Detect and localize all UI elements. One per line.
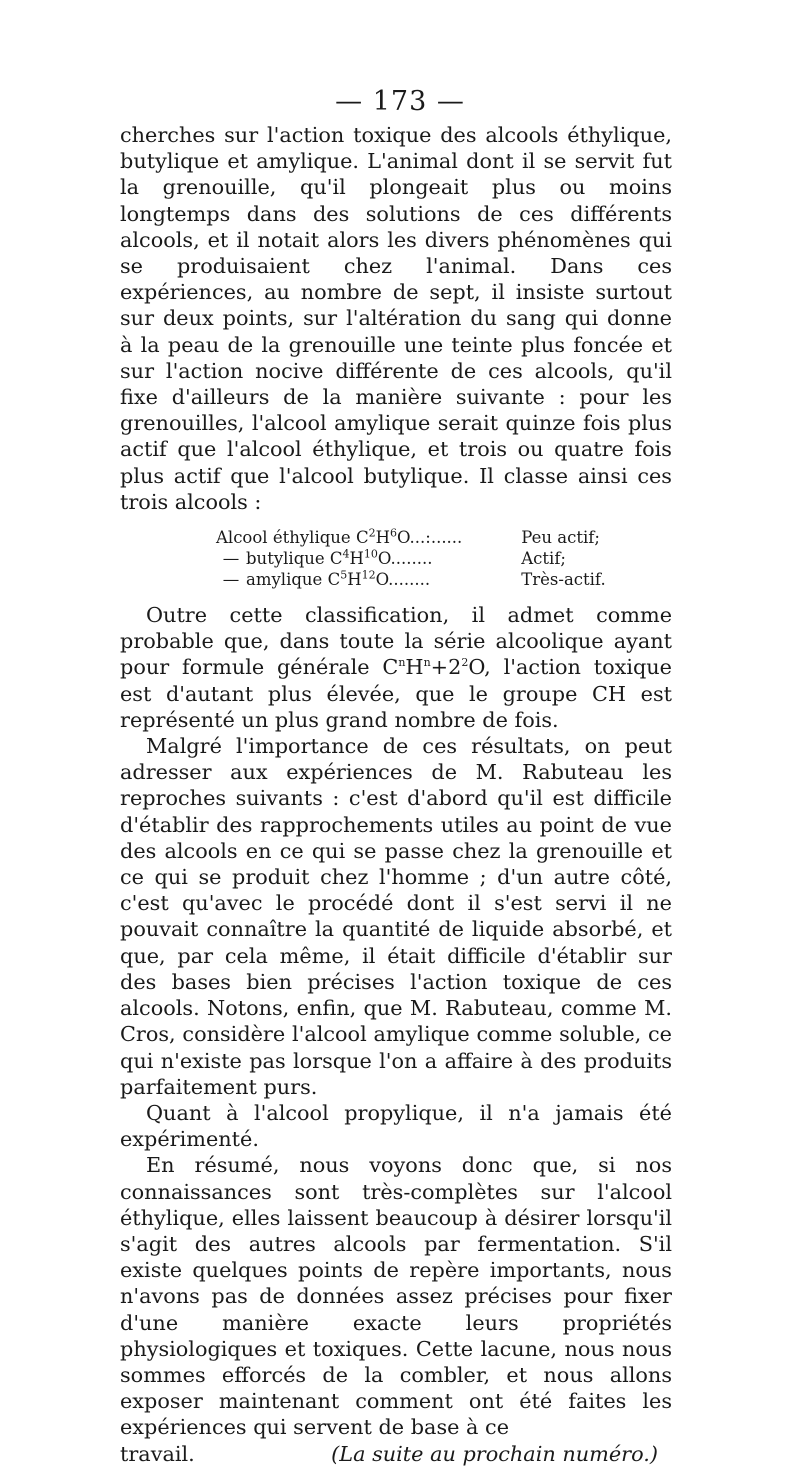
effect-label: Actif; [521, 549, 566, 569]
paragraph-4: Quant à l'alcool propylique, il n'a jamais été expérimenté. [120, 1100, 672, 1152]
paragraph-2: Outre cette classification, il admet comme probable que, dans toute la série alcoolique ayant pour formule générale $C^nH^n+2^2O$, l'action toxique est d'autant plus élevée, que le groupe CH est représenté un plus grand nombre de fois. [120, 603, 672, 732]
last-word: travail. [120, 1441, 195, 1466]
body-text [120, 122, 672, 1467]
classification-row-amylique: — amylique $C^5H^{12}O$........ Très-actif. [222, 568, 606, 590]
effect-label: Peu actif; [521, 528, 600, 548]
classification-row-ethylique: Alcool éthylique $C^2H^6O$...:...... Peu actif; [216, 526, 600, 548]
classification-row-butylique: — butylique $C^4H^{10}O$........ Actif; [222, 547, 566, 569]
paragraph-5: En résumé, nous voyons donc que, si nos connaissances sont très-complètes sur l'alcool éthylique, elles laissent beaucoup à désirer lorsqu'il s'agit des autres alcools par fermentation. S'il existe quelques points de repère importants, nous n'avons pas de données assez précises pour fixer d'une manière exacte leurs propriétés physiologiques et toxiques. Cette lacune, nous nous sommes efforcés de la combler, et nous allons exposer maintenant comment ont été faites les expériences qui servent de base à ce [120, 1153, 672, 1440]
page-number: — 173 — [335, 86, 465, 117]
closing-line [120, 1441, 672, 1467]
paragraph-3: Malgré l'importance de ces résultats, on peut adresser aux expériences de M. Rabuteau les reproches suivants : c'est d'abord qu'il est difficile d'établir des rapprochements utiles au point de vue des alcools en ce qui se passe chez la grenouille et ce qui se produit chez l'homme ; d'un autre côté, c'est qu'avec le procédé dont il s'est servi il ne pouvait connaître la quantité de liquide absorbé, et que, par cela même, il était difficile d'établir sur des bases bien précises l'action toxique de ces alcools. Notons, enfin, que M. Rabuteau, comme M. Cros, considère l'alcool amylique comme soluble, ce qui n'existe pas lorsque l'on a affaire à des produits parfaitement purs. [120, 734, 672, 1099]
continuation-note: (La suite au prochain numéro.) [331, 1441, 658, 1466]
paragraph-1: cherches sur l'action toxique des alcools éthylique, butylique et amylique. L'animal dont il se servit fut la grenouille, qu'il plongeait plus ou moins longtemps dans des solutions de ces différents alcools, et il notait alors les divers phénomènes qui se produisaient chez l'animal. Dans ces expériences, au nombre de sept, il insiste surtout sur deux points, sur l'altération du sang qui donne à la peau de la grenouille une teinte plus foncée et sur l'action nocive différente de ces alcools, qu'il fixe d'ailleurs de la manière suivante : pour les grenouilles, l'alcool amylique serait quinze fois plus actif que l'alcool éthylique, et trois ou quatre fois plus actif que l'alcool butylique. Il classe ainsi ces trois alcools : [120, 123, 672, 514]
effect-label: Très-actif. [521, 570, 606, 590]
alcohol-classification [216, 527, 672, 590]
